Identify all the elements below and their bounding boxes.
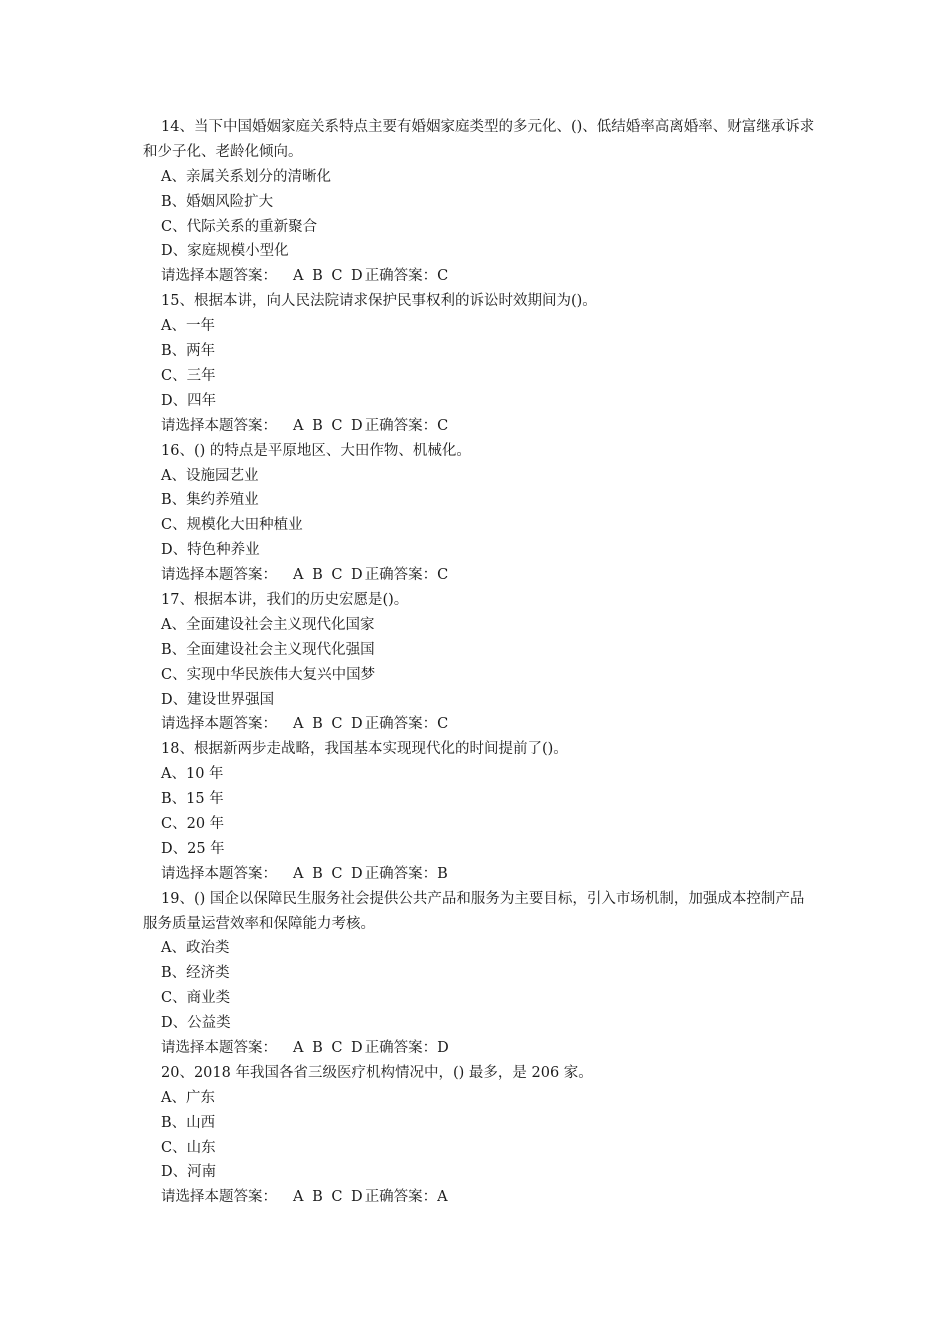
option-a: A、设施园艺业 (161, 467, 259, 484)
answer-line (143, 1036, 815, 1061)
option-c: C、20 年 (161, 815, 225, 832)
document-page (143, 115, 815, 1210)
option-c: C、山东 (161, 1139, 216, 1156)
question-stem: 18、根据新两步走战略，我国基本实现现代化的时间提前了()。 (161, 741, 568, 758)
answer-choices: A B C D (293, 1189, 365, 1206)
question-stem: 17、根据本讲，我们的历史宏愿是()。 (161, 591, 409, 608)
option-b: B、婚姻风险扩大 (161, 193, 274, 210)
answer-choices: A B C D (293, 268, 365, 285)
option-c: C、三年 (161, 367, 216, 384)
option-b: B、集约养殖业 (161, 492, 259, 509)
answer-choices: A B C D (293, 567, 365, 584)
answer-line (143, 862, 815, 887)
question-stem: 14、当下中国婚姻家庭关系特点主要有婚姻家庭类型的多元化、()、低结婚率高离婚率、财富继承诉求和少子化、老龄化倾向。 (143, 119, 815, 160)
option-d: D、河南 (161, 1164, 217, 1181)
option-b: B、15 年 (161, 791, 224, 808)
answer-choices: A B C D (293, 716, 365, 733)
question-stem: 16、() 的特点是平原地区、大田作物、机械化。 (161, 442, 471, 459)
answer-choices: A B C D (293, 417, 365, 434)
answer-prompt: 请选择本题答案： (161, 268, 277, 285)
question-15 (143, 289, 815, 438)
answer-prompt: 请选择本题答案： (161, 1040, 277, 1057)
answer-prompt: 请选择本题答案： (161, 567, 277, 584)
option-d: D、四年 (161, 392, 217, 409)
answer-prompt: 请选择本题答案： (161, 1189, 277, 1206)
correct-answer: 正确答案：C (364, 716, 449, 733)
option-c: C、规模化大田种植业 (161, 517, 303, 534)
option-a: A、全面建设社会主义现代化国家 (161, 616, 375, 633)
question-19 (143, 887, 815, 1061)
answer-prompt: 请选择本题答案： (161, 417, 277, 434)
question-14 (143, 115, 815, 289)
option-b: B、山西 (161, 1114, 216, 1131)
option-a: A、一年 (161, 318, 215, 335)
option-b: B、全面建设社会主义现代化强国 (161, 641, 375, 658)
question-stem: 20、2018 年我国各省三级医疗机构情况中，() 最多，是 206 家。 (161, 1064, 593, 1081)
answer-line (143, 414, 815, 439)
question-stem: 15、根据本讲，向人民法院请求保护民事权利的诉讼时效期间为()。 (161, 293, 597, 310)
question-20 (143, 1061, 815, 1210)
answer-line (143, 563, 815, 588)
option-d: D、25 年 (161, 840, 225, 857)
option-c: C、代际关系的重新聚合 (161, 218, 318, 235)
correct-answer: 正确答案：C (364, 567, 449, 584)
option-a: A、亲属关系划分的清晰化 (161, 168, 331, 185)
answer-choices: A B C D (293, 1040, 365, 1057)
answer-line (143, 264, 815, 289)
answer-line (143, 712, 815, 737)
question-17 (143, 588, 815, 737)
question-stem: 19、() 国企以保障民生服务社会提供公共产品和服务为主要目标，引入市场机制，加强成本控制产品服务质量运营效率和保障能力考核。 (143, 890, 805, 932)
option-d: D、家庭规模小型化 (161, 243, 289, 260)
option-d: D、建设世界强国 (161, 691, 275, 708)
question-18 (143, 737, 815, 886)
option-d: D、特色种养业 (161, 542, 260, 559)
correct-answer: 正确答案：D (364, 1040, 449, 1057)
answer-prompt: 请选择本题答案： (161, 865, 277, 882)
option-b: B、经济类 (161, 965, 230, 982)
correct-answer: 正确答案：A (364, 1189, 448, 1206)
option-d: D、公益类 (161, 1015, 231, 1032)
option-c: C、实现中华民族伟大复兴中国梦 (161, 666, 376, 683)
option-b: B、两年 (161, 343, 216, 360)
option-c: C、商业类 (161, 990, 231, 1007)
correct-answer: 正确答案：C (364, 268, 449, 285)
question-16 (143, 439, 815, 588)
option-a: A、政治类 (161, 940, 230, 957)
option-a: A、10 年 (161, 766, 224, 783)
correct-answer: 正确答案：C (364, 417, 449, 434)
answer-prompt: 请选择本题答案： (161, 716, 277, 733)
answer-line (143, 1185, 815, 1210)
correct-answer: 正确答案：B (364, 865, 448, 882)
option-a: A、广东 (161, 1089, 215, 1106)
answer-choices: A B C D (293, 865, 365, 882)
